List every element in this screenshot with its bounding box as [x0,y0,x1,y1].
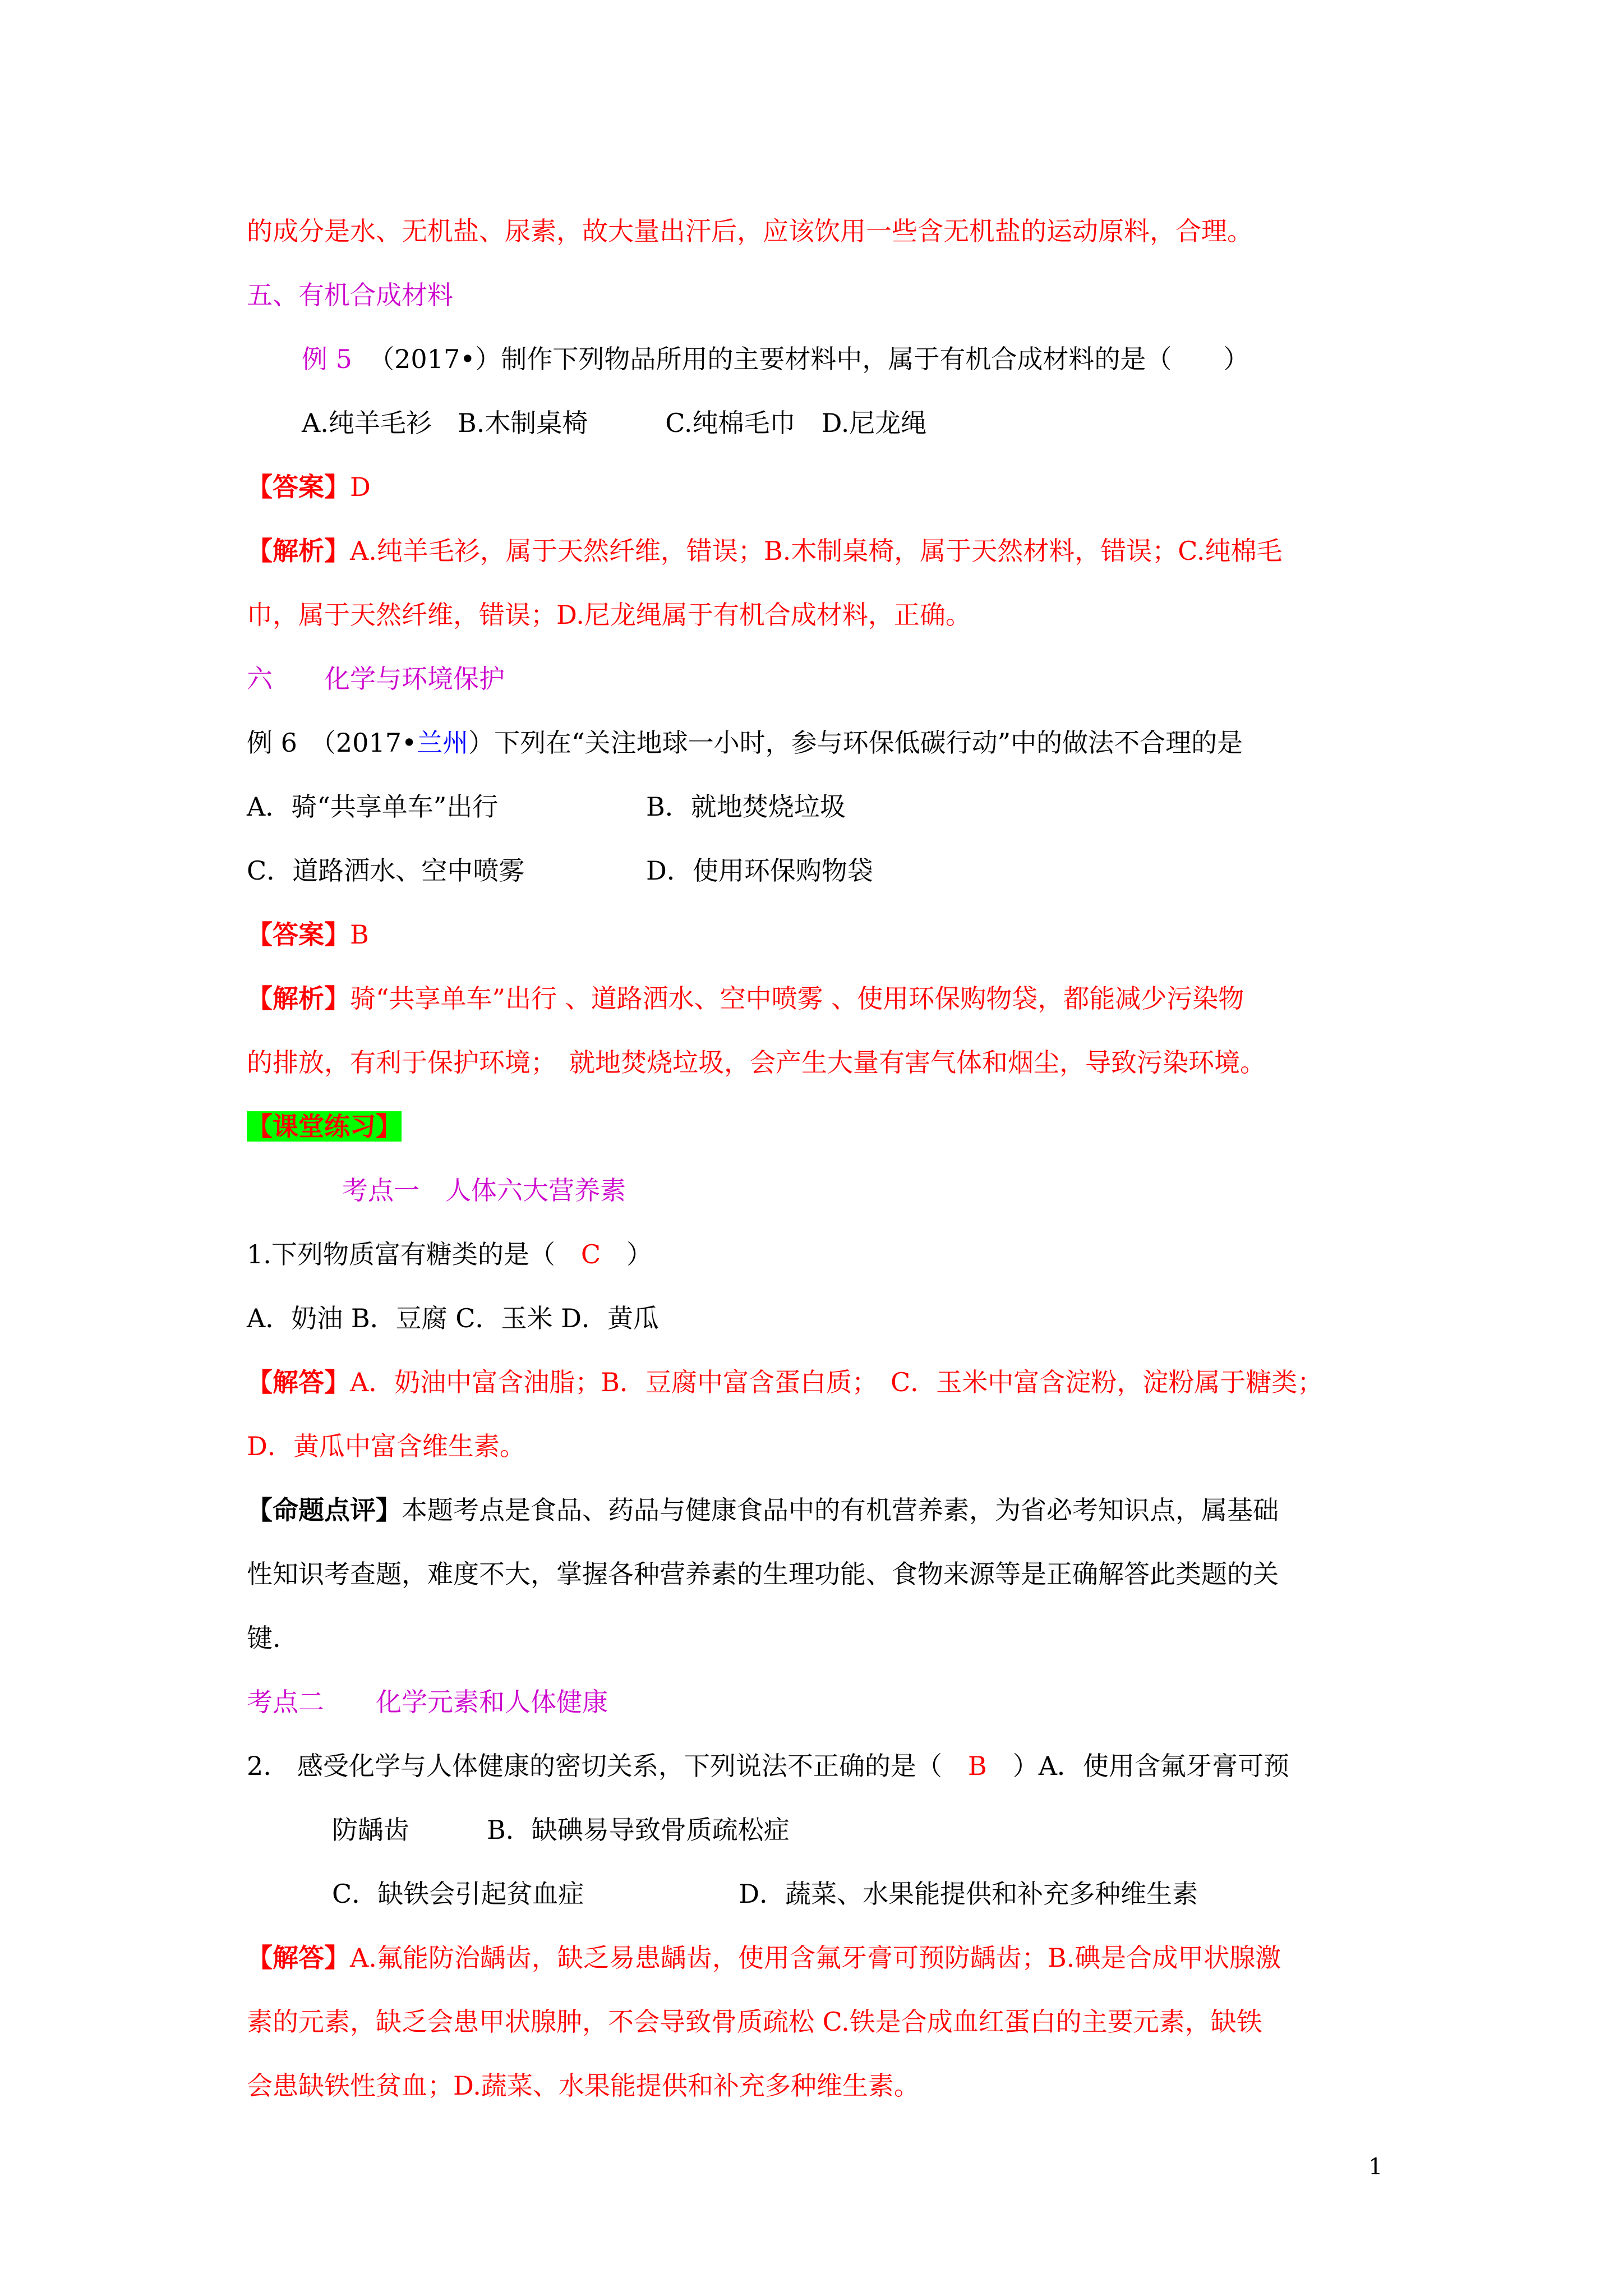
analysis-text: A.纯羊毛衫，属于天然纤维，错误；B.木制桌椅，属于天然材料，错误；C.纯棉毛 [350,536,1283,566]
question-1-answer: C [580,1239,601,1269]
answer-tag: 【答案】 [247,919,350,950]
analysis-tag: 【解析】 [247,983,350,1014]
example-6-option-a: A．骑“共享单车”出行 [247,792,499,822]
question-1-comment-cont: 性知识考查题，难度不大，掌握各种营养素的生理功能、食物来源等是正确解答此类题的关 [247,1559,1279,1589]
example-6-option-c: C．道路洒水、空中喷雾 [247,855,525,886]
question-1-close: ） [601,1239,653,1269]
example-6-question [247,725,1243,761]
text-line: 的成分是水、无机盐、尿素，故大量出汗后，应该饮用一些含无机盐的运动原料，合理。 [247,216,1253,246]
analysis-tag: 【解析】 [247,536,350,566]
question-2-text: 2. 感受化学与人体健康的密切关系，下列说法不正确的是（ [247,1751,968,1781]
section-title-6: 六 化学与环境保护 [247,664,505,694]
topic-1-title: 考点一 人体六大营养素 [342,1175,626,1205]
question-2-option-a: ）A．使用含氟牙膏可预 [986,1751,1289,1781]
example-6-analysis [247,981,1244,1016]
comment-tag: 【命题点评】 [247,1495,402,1525]
question-1-solution [247,1364,1323,1400]
question-1-options: A．奶油 B．豆腐 C．玉米 D．黄瓜 [247,1303,659,1333]
solution-text: A.氟能防治龋齿，缺乏易患龋齿，使用含氟牙膏可预防龋齿；B.碘是合成甲状腺激 [350,1943,1281,1973]
example-6-option-d: D．使用环保购物袋 [646,855,873,886]
example-6-prefix: 例 6 （2017• [247,728,417,758]
example-5-text: （2017•）制作下列物品所用的主要材料中，属于有机合成材料的是（ ） [368,344,1249,374]
question-2-answer: B [967,1751,987,1781]
example-6-option-b: B．就地焚烧垃圾 [646,792,846,822]
solution-text: A．奶油中富含油脂；B．豆腐中富含蛋白质； C．玉米中富含淀粉，淀粉属于糖类； [350,1367,1324,1397]
question-2-solution [247,1940,1281,1976]
question-2-solution-end: 会患缺铁性贫血；D.蔬菜、水果能提供和补充多种维生素。 [247,2070,920,2101]
practice-label: 【课堂练习】 [247,1111,402,1142]
solution-tag: 【解答】 [247,1367,350,1397]
question-1-comment-end: 键. [247,1623,281,1653]
example-6-city: 兰州 [417,728,469,758]
example-5-options: A.纯羊毛衫 B.木制桌椅 C.纯棉毛巾 D.尼龙绳 [302,408,927,438]
question-2-options-line3: C．缺铁会引起贫血症 D．蔬菜、水果能提供和补充多种维生素 [332,1879,1198,1909]
question-1-text: 1.下列物质富有糖类的是（ [247,1239,581,1269]
comment-text: 本题考点是食品、药品与健康食品中的有机营养素，为省必考知识点，属基础 [402,1495,1279,1525]
analysis-text: 骑“共享单车”出行 、道路洒水、空中喷雾 、使用环保购物袋，都能减少污染物 [350,983,1244,1014]
question-2 [247,1748,1289,1784]
question-2-solution-cont: 素的元素，缺乏会患甲状腺肿，不会导致骨质疏松 C.铁是合成血红蛋白的主要元素，缺铁 [247,2007,1262,2037]
practice-heading [247,1108,402,1144]
example-6-analysis-cont: 的排放，有利于保护环境； 就地焚烧垃圾，会产生大量有害气体和烟尘，导致污染环境。 [247,1047,1266,1078]
question-1-solution-cont: D．黄瓜中富含维生素。 [247,1431,525,1461]
example-5-label: 例 5 [302,344,352,374]
answer-value: D [350,472,371,502]
section-title-5: 五、有机合成材料 [247,280,453,310]
question-2-options-line2: 防龋齿 B．缺碘易导致骨质疏松症 [332,1815,790,1845]
example-6-answer [247,917,369,953]
answer-value: B [350,919,369,950]
answer-tag: 【答案】 [247,472,350,502]
page-number: 1 [1368,2154,1383,2180]
question-1 [247,1236,652,1272]
example-5-analysis [247,533,1282,569]
topic-2-title: 考点二 化学元素和人体健康 [247,1687,608,1717]
example-5-answer [247,469,371,505]
example-5-analysis-cont: 巾，属于天然纤维，错误；D.尼龙绳属于有机合成材料，正确。 [247,600,971,630]
example-5-question [302,341,1249,377]
example-6-text: ）下列在“关注地球一小时，参与环保低碳行动”中的做法不合理的是 [468,728,1243,758]
solution-tag: 【解答】 [247,1943,350,1973]
question-1-comment [247,1492,1279,1528]
